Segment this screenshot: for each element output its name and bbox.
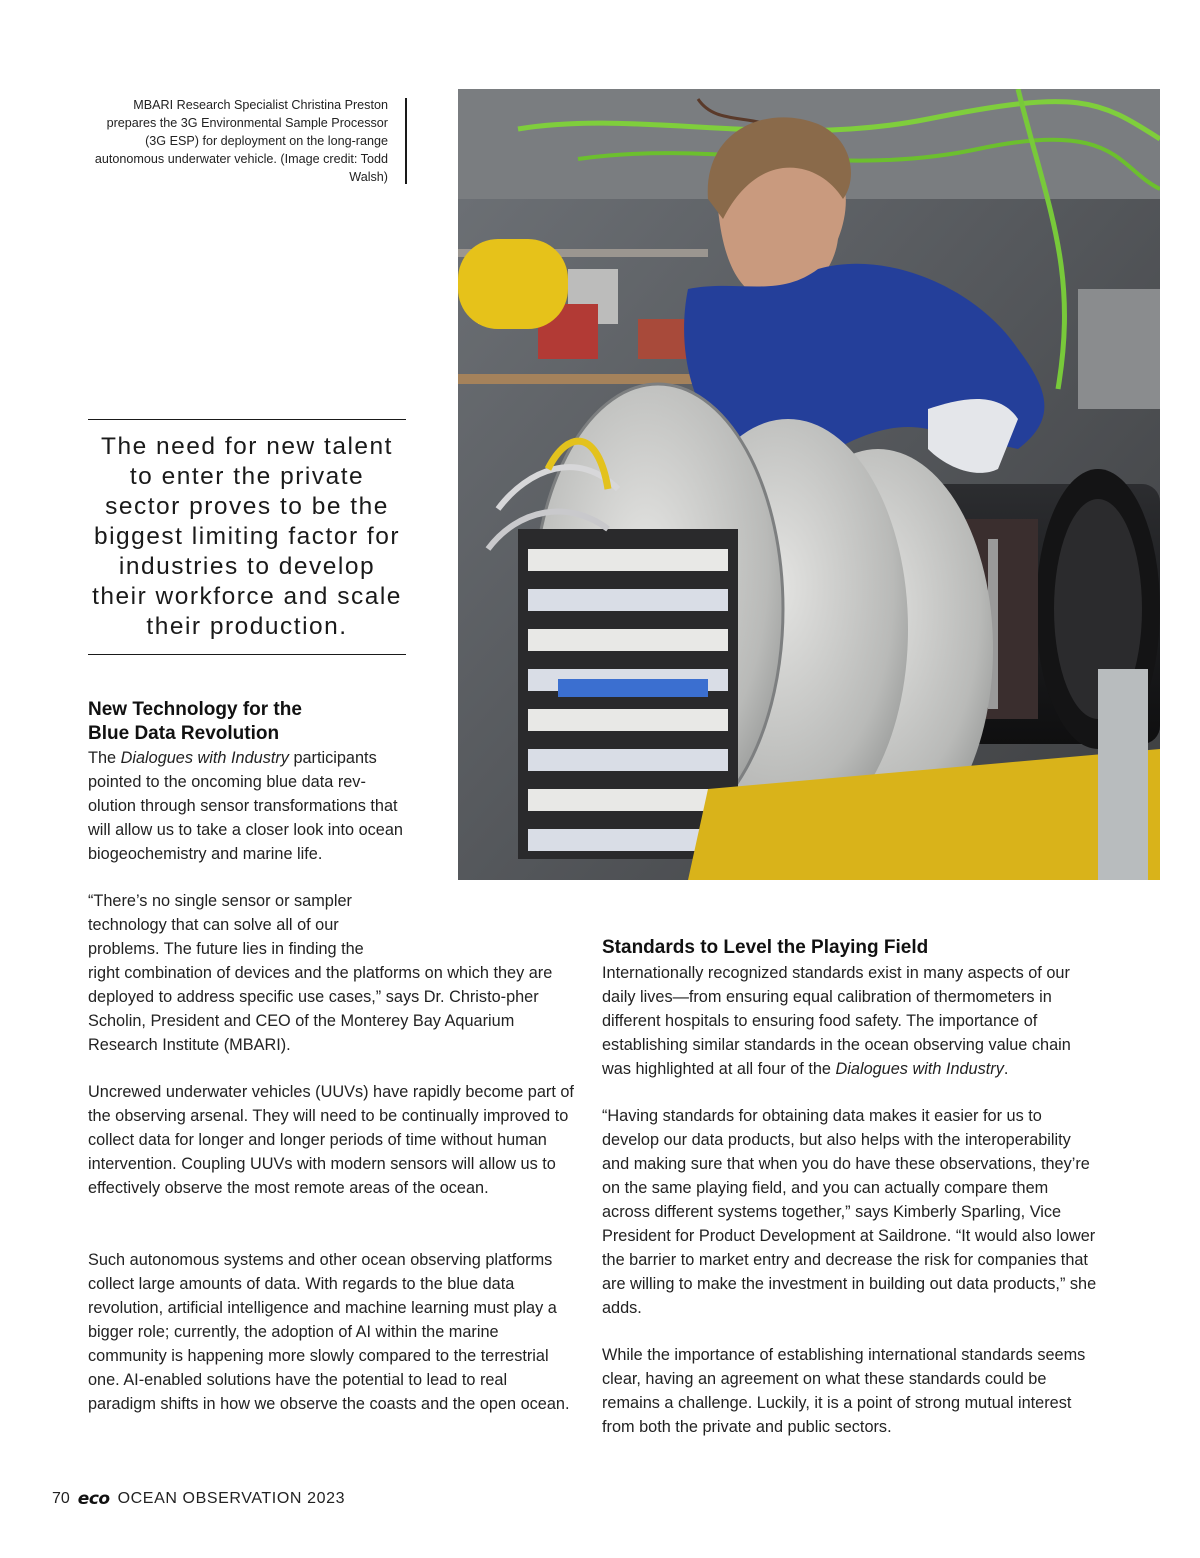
section1-paragraph-1 bbox=[88, 746, 406, 866]
section-heading-standards: Standards to Level the Playing Field bbox=[602, 937, 929, 958]
dialogues-title: Dialogues with Industry bbox=[835, 1060, 1004, 1078]
section1-paragraph-2a: “There’s no single sensor or sampler technology that can solve all of our problems. The future lies in finding the bbox=[88, 892, 364, 958]
dialogues-title: Dialogues with Industry bbox=[120, 749, 289, 767]
caption-rule bbox=[405, 98, 407, 184]
photo-caption: MBARI Research Specialist Christina Preston prepares the 3G Environmental Sample Processor (3G ESP) for deployment on the long-range autonomous underwater vehicle. (Image credit: Todd Walsh) bbox=[94, 98, 388, 184]
section2-paragraph-3: While the importance of establishing international standards seems clear, having an agreement on what these standards could be remains a challenge. Luckily, it is a point of strong mutual interest from both the private and public sectors. bbox=[602, 1346, 1086, 1436]
pull-quote-rule-bottom bbox=[88, 654, 406, 655]
section1-p1-pre: The bbox=[88, 749, 121, 767]
pull-quote-rule-top bbox=[88, 419, 406, 420]
section2-paragraph-2: “Having standards for obtaining data makes it easier for us to develop our data products, but also helps with the interoperability and making sure that when you do have these observations, they’re on the same playing field, and you can actually compare them across different systems together,” says Kimberly Sparling, Vice President for Product Development at Saildrone. “It would also lower the barrier to market entry and decrease the risk for companies that are willing to make the investment in building out data products,” she adds. bbox=[602, 1107, 1097, 1317]
photo-illustration bbox=[458, 89, 1160, 880]
section1-paragraph-4: Such autonomous systems and other ocean observing platforms collect large amounts of data. With regards to the blue data revolution, artificial intelligence and machine learning must play a bigger role; currently, the adoption of AI within the marine community is happening more slowly compared to the terrestrial one. AI-enabled solutions have the potential to lead to real paradigm shifts in how we observe the coasts and the open ocean. bbox=[88, 1251, 570, 1413]
section2-paragraph-1 bbox=[602, 961, 1098, 1081]
article-photo bbox=[458, 89, 1160, 880]
section2-p1-pre: Internationally recognized standards exist in many aspects of our daily lives—from ensuring equal calibration of thermometers in different hospitals to ensuring food safety. The importance of establishing similar standards in the ocean observing value chain was highlighted at all four of the bbox=[602, 964, 1071, 1078]
section2-p1-post: . bbox=[1003, 1060, 1009, 1078]
publication-title: OCEAN OBSERVATION 2023 bbox=[117, 1490, 346, 1507]
page-footer bbox=[52, 1488, 345, 1510]
section1-paragraph-2b: right combination of devices and the platforms on which they are deployed to address specific use cases,” says Dr. Christo-pher Scholin, President and CEO of the Monterey Bay Aquarium Research Institute (MBARI). bbox=[88, 964, 553, 1054]
section1-paragraph-3: Uncrewed underwater vehicles (UUVs) have rapidly become part of the observing arsenal. They will need to be continually improved to collect data for longer and longer periods of time without human intervention. Coupling UUVs with modern sensors will allow us to effectively observe the most remote areas of the ocean. bbox=[88, 1083, 574, 1197]
yellow-tank bbox=[458, 239, 568, 329]
section-heading-new-technology: New Technology for the Blue Data Revolution bbox=[88, 699, 302, 744]
page-number: 70 bbox=[52, 1490, 70, 1507]
pull-quote: The need for new talent to enter the private sector proves to be the biggest limiting factor for industries to develop their workforce and scale their production. bbox=[92, 433, 402, 640]
eco-logo: eco bbox=[77, 1489, 110, 1509]
section1-p1-post: participants pointed to the oncoming blue data rev-olution through sensor transformations that will allow us to take a closer look into ocean biogeochemistry and marine life. bbox=[88, 749, 403, 863]
